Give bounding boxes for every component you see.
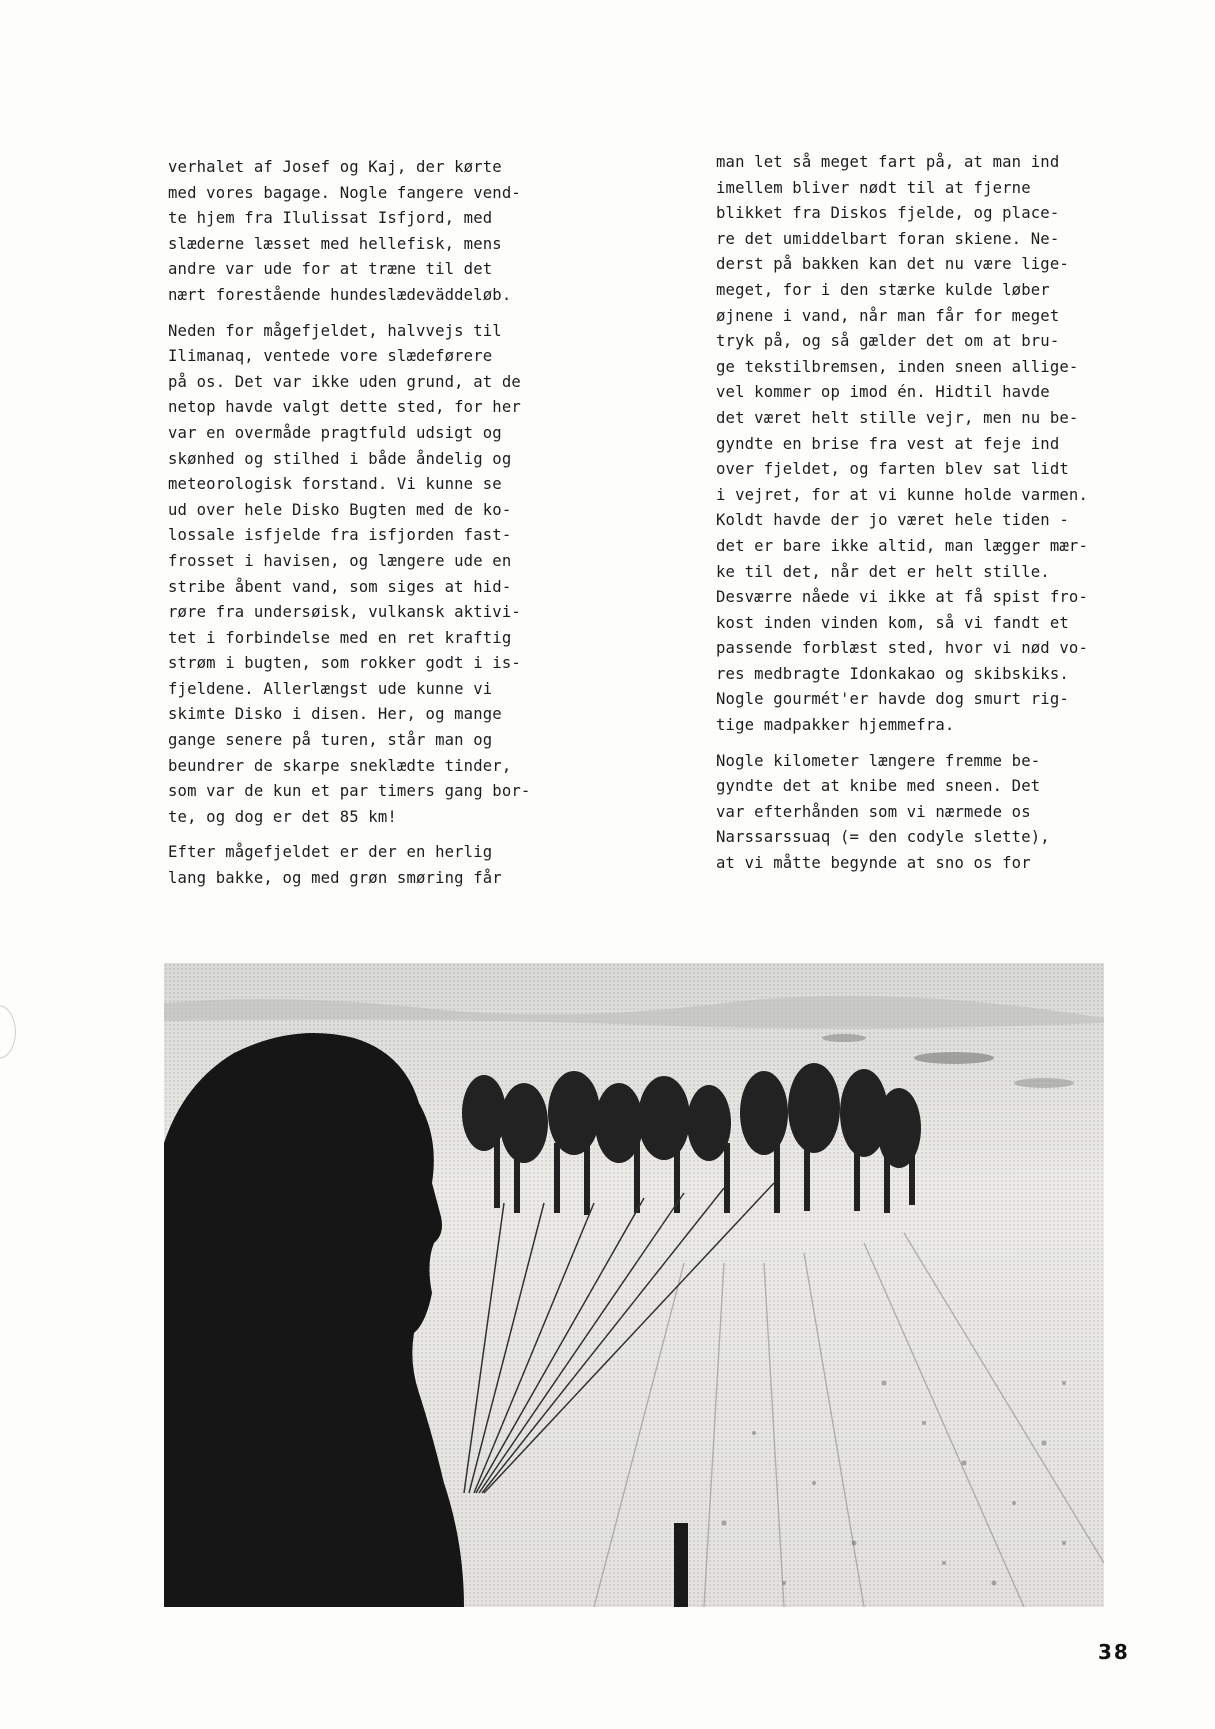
- left-column-text-line: skimte Disko i disen. Her, og mange: [168, 705, 502, 724]
- left-column-text-line: lang bakke, og med grøn smøring får: [168, 869, 502, 888]
- right-column-text-line: var efterhånden som vi nærmede os: [716, 802, 1031, 821]
- left-column-text-line: lossale isfjelde fra isfjorden fast-: [168, 526, 512, 545]
- right-column-text-line: vel kommer op imod én. Hidtil havde: [716, 383, 1050, 402]
- left-column-text-line: te, og dog er det 85 km!: [168, 807, 397, 826]
- right-column-text-line: passende forblæst sted, hvor vi nød vo-: [716, 639, 1088, 658]
- left-column-text-line: Efter mågefjeldet er der en herlig: [168, 843, 493, 862]
- right-column-text-line: tryk på, og så gælder det om at bru-: [716, 332, 1060, 351]
- right-column-text-line: derst på bakken kan det nu være lige-: [716, 255, 1069, 274]
- left-column-text-line: slæderne læsset med hellefisk, mens: [168, 234, 502, 253]
- right-column-text-line: Narssarssuaq (= den codyle slette),: [716, 828, 1050, 847]
- right-column-text-line: at vi måtte begynde at sno os for: [716, 854, 1031, 873]
- right-column-text-line: man let så meget fart på, at man ind: [716, 153, 1060, 171]
- left-column-text-line: netop havde valgt dette sted, for her: [168, 398, 521, 417]
- right-column-text-line: tige madpakker hjemmefra.: [716, 716, 955, 735]
- left-column-text-line: andre var ude for at træne til det: [168, 260, 493, 279]
- right-column-text-line: øjnene i vand, når man får for meget: [716, 306, 1060, 325]
- right-column-text-line: re det umiddelbart foran skiene. Ne-: [716, 229, 1060, 248]
- right-column-text-line: gyndte det at knibe med sneen. Det: [716, 777, 1041, 796]
- left-column-text-line: nært forestående hundeslædeväddeløb.: [168, 285, 512, 304]
- right-column-text-line: ke til det, når det er helt stille.: [716, 562, 1050, 581]
- right-column-text-line: det er bare ikke altid, man lægger mær-: [716, 536, 1088, 555]
- right-column-text-line: Nogle gourmét'er havde dog smurt rig-: [716, 690, 1069, 709]
- left-column-text-line: som var de kun et par timers gang bor-: [168, 782, 531, 801]
- right-column-text-line: gyndte en brise fra vest at feje ind: [716, 434, 1060, 453]
- right-column-text-line: det været helt stille vejr, men nu be-: [716, 408, 1079, 427]
- left-column-text-line: tet i forbindelse med en ret kraftig: [168, 628, 512, 647]
- paragraph-gap: [168, 309, 568, 319]
- right-column-text-line: i vejret, for at vi kunne holde varmen.: [716, 485, 1088, 504]
- left-column-text-line: gange senere på turen, står man og: [168, 731, 493, 750]
- left-column-text-line: røre fra undersøisk, vulkansk aktivi-: [168, 603, 521, 622]
- left-column-text-line: stribe åbent vand, som siges at hid-: [168, 577, 512, 596]
- right-column-text-line: imellem bliver nødt til at fjerne: [716, 178, 1031, 197]
- left-column-text-line: på os. Det var ikke uden grund, at de: [168, 372, 521, 391]
- right-column-text-line: blikket fra Diskos fjelde, og place-: [716, 204, 1060, 223]
- left-column-text-line: skønhed og stilhed i både åndelig og: [168, 449, 512, 468]
- page-edge-mark: [0, 1005, 16, 1059]
- left-column-text-line: meteorologisk forstand. Vi kunne se: [168, 475, 502, 494]
- page-number: 38: [1098, 1640, 1130, 1664]
- left-column-text-line: beundrer de skarpe sneklædte tinder,: [168, 756, 512, 775]
- left-text-column: [168, 155, 568, 892]
- right-column-text-line: meget, for i den stærke kulde løber: [716, 280, 1050, 299]
- right-text-column: [716, 150, 1136, 877]
- left-column-text-line: var en overmåde pragtfuld udsigt og: [168, 423, 502, 442]
- left-column-text-line: med vores bagage. Nogle fangere vend-: [168, 183, 521, 202]
- left-column-text-line: verhalet af Josef og Kaj, der kørte: [168, 158, 502, 176]
- sled-dog-photo: [164, 963, 1104, 1607]
- left-column-text-line: strøm i bugten, som rokker godt i is-: [168, 654, 521, 673]
- paragraph-gap: [716, 739, 1136, 749]
- left-column-text-line: frosset i havisen, og længere ude en: [168, 551, 512, 570]
- right-column-text-line: Koldt havde der jo været hele tiden -: [716, 511, 1069, 530]
- right-column-text-line: Nogle kilometer længere fremme be-: [716, 751, 1041, 770]
- right-column-text-line: over fjeldet, og farten blev sat lidt: [716, 460, 1069, 479]
- right-column-text-line: Desværre nåede vi ikke at få spist fro-: [716, 588, 1088, 607]
- paragraph-gap: [168, 830, 568, 840]
- left-column-text-line: te hjem fra Ilulissat Isfjord, med: [168, 209, 493, 228]
- left-column-text-line: Ilimanaq, ventede vore slædeførere: [168, 347, 493, 366]
- right-column-text-line: kost inden vinden kom, så vi fandt et: [716, 613, 1069, 632]
- right-column-text-line: res medbragte Idonkakao og skibskiks.: [716, 664, 1069, 683]
- left-column-text-line: fjeldene. Allerlængst ude kunne vi: [168, 679, 493, 698]
- left-column-text-line: ud over hele Disko Bugten med de ko-: [168, 500, 512, 519]
- right-column-text-line: ge tekstilbremsen, inden sneen allige-: [716, 357, 1079, 376]
- left-column-text-line: Neden for mågefjeldet, halvvejs til: [168, 321, 502, 340]
